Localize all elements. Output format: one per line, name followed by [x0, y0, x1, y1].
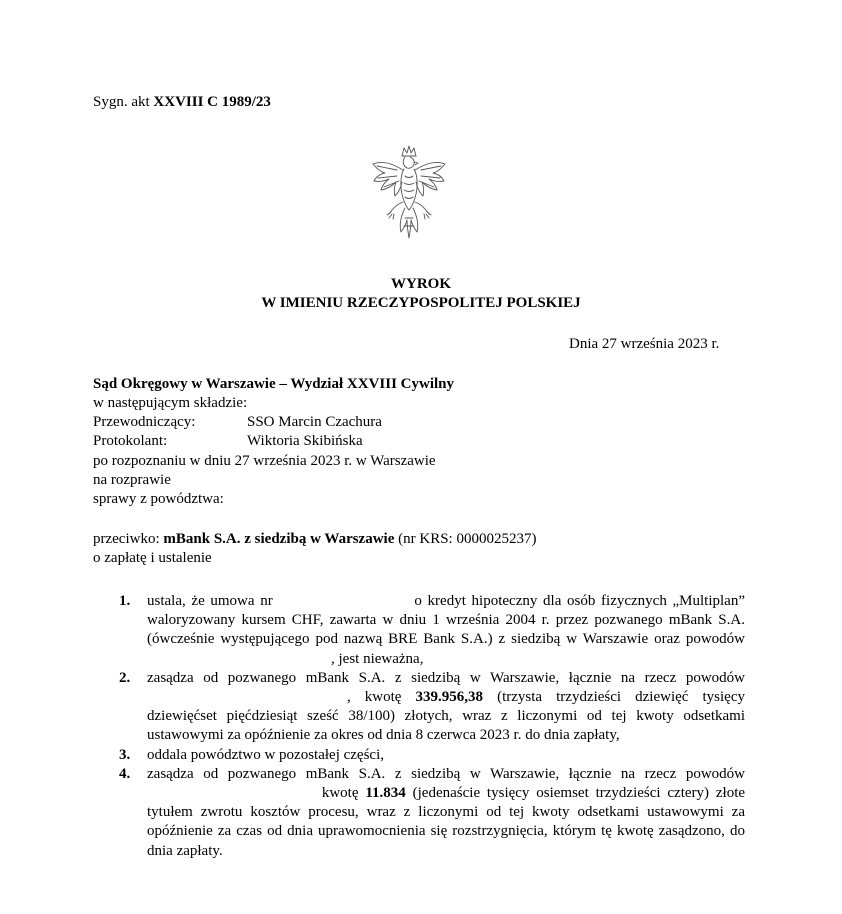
hearing-line: po rozpoznaniu w dniu 27 września 2023 r. w Warszawie	[93, 453, 436, 469]
polish-eagle-emblem-icon	[369, 142, 449, 250]
signature-number: XXVIII C 1989/23	[153, 94, 271, 110]
item-number: 4.	[119, 765, 131, 782]
item-amount: 339.956,38	[415, 689, 484, 706]
chair-value: SSO Marcin Czachura	[247, 414, 382, 430]
item-text: kwotę	[321, 785, 359, 802]
ruling-item	[93, 592, 745, 669]
document-subtitle: W IMIENIU RZECZYPOSPOLITEJ POLSKIEJ	[261, 295, 581, 311]
clerk-value: Wiktoria Skibińska	[247, 433, 363, 449]
item-text: oddala powództwo w pozostałej części,	[147, 746, 385, 763]
against-line	[93, 530, 536, 549]
ruling-item	[93, 765, 745, 861]
against-prefix: przeciwko:	[93, 531, 160, 547]
krs-number: (nr KRS: 0000025237)	[398, 531, 537, 547]
court-name: Sąd Okręgowy w Warszawie – Wydział XXVIII Cywilny	[93, 376, 454, 392]
composition-line: w następującym składzie:	[93, 395, 248, 411]
clerk-label: Protokolant:	[93, 433, 168, 449]
item-number: 1.	[119, 593, 131, 609]
hearing-type: na rozprawie	[93, 472, 171, 488]
item-text: , kwotę	[347, 689, 402, 706]
item-number: 2.	[119, 669, 131, 686]
item-text: ustala, że umowa nr	[147, 593, 273, 609]
item-text: (trzysta trzydzieści dziewięć tysięcy dziewięćset pięćdziesiąt sześć 38/100) złotych, wraz z liczonymi od tej kwoty odsetkami ustawowymi za opóźnienie za okres od dnia 8 czerwca 2023 r. do dnia zapłaty,	[147, 689, 745, 744]
item-number: 3.	[119, 746, 131, 763]
item-text: (jedenaście tysięcy osiemset trzydzieści cztery) złote tytułem zwrotu kosztów procesu, wraz z liczonymi od tej kwoty odsetkami ustawowymi za opóźnienie za czas od dnia uprawomocnienia się rozstrzygnięcia, którym tę kwotę zasądzono, do dnia zapłaty.	[147, 785, 746, 859]
item-text: zasądza od pozwanego mBank S.A. z siedzibą w Warszawie, łącznie na rzecz powodów	[147, 669, 745, 686]
subject-line: o zapłatę i ustalenie	[93, 550, 212, 566]
case-line: sprawy z powództwa:	[93, 491, 224, 507]
item-text: , jest nieważna,	[331, 650, 424, 667]
chair-label: Przewodniczący:	[93, 414, 196, 430]
document-title: WYROK	[391, 276, 451, 292]
item-text: zasądza od pozwanego mBank S.A. z siedzibą w Warszawie, łącznie na rzecz powodów	[147, 765, 745, 782]
case-signature	[93, 93, 271, 112]
judgment-date: Dnia 27 września 2023 r.	[569, 336, 720, 352]
item-text: o kredyt hipoteczny dla osób fizycznych „Multiplan” waloryzowany kursem CHF, zawarta w dniu 1 września 2004 r. przez pozwanego mBank S.A. (ówcześnie występującego pod nazwą BRE Bank S.A.) z siedzibą w Warszawie oraz powodów	[147, 593, 745, 648]
ruling-item	[93, 746, 745, 765]
ruling-item	[93, 669, 745, 746]
signature-prefix: Sygn. akt	[93, 94, 150, 110]
defendant-name: mBank S.A. z siedzibą w Warszawie	[163, 531, 395, 547]
item-amount: 11.834	[365, 785, 406, 802]
ruling-items-list	[93, 592, 745, 861]
